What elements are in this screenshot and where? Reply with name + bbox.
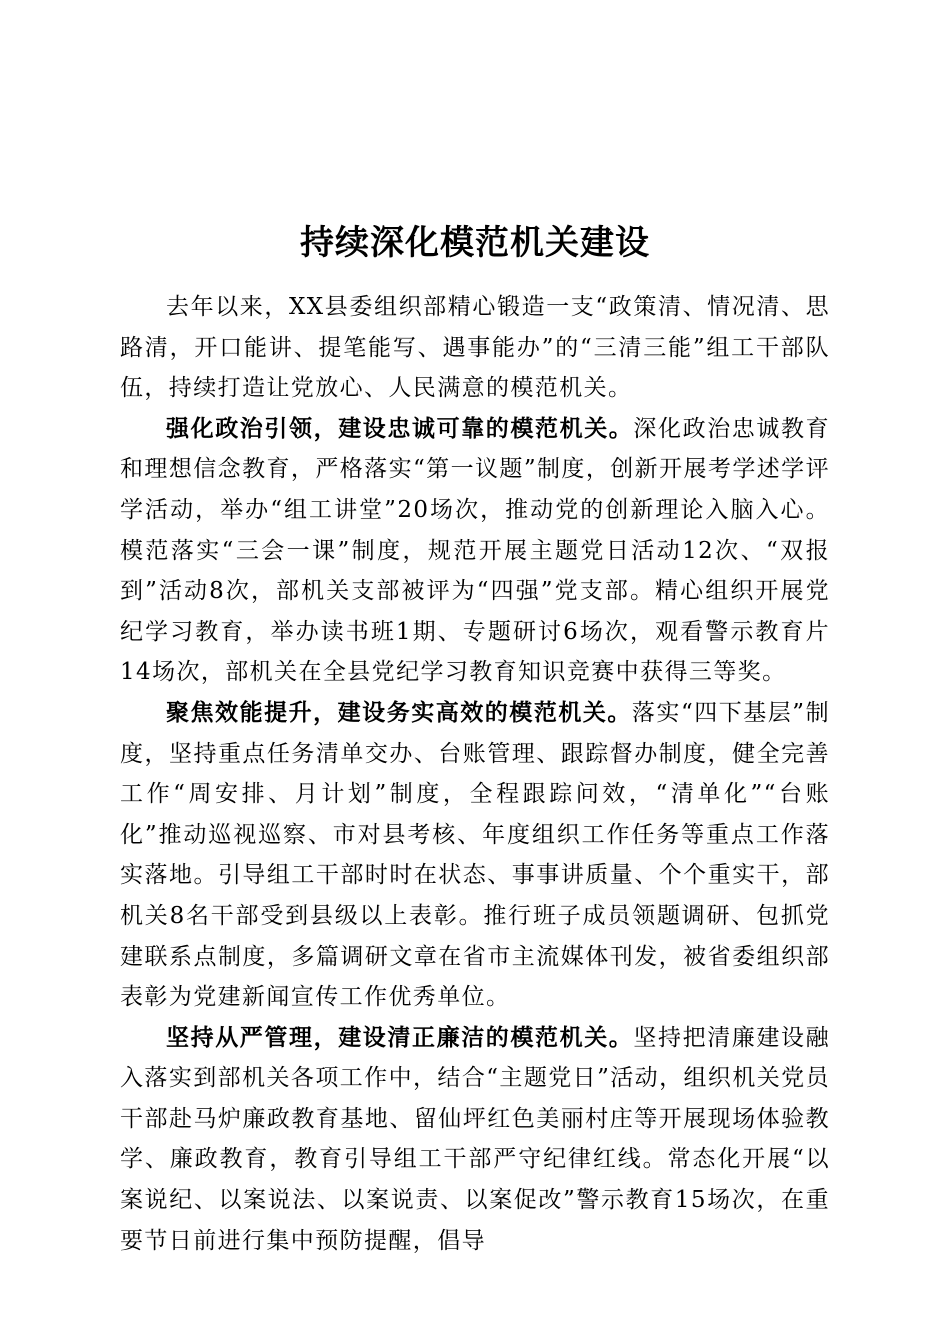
paragraph-heading: 聚焦效能提升，建设务实高效的模范机关。 bbox=[166, 699, 632, 726]
document-body bbox=[120, 287, 830, 1261]
paragraph-intro bbox=[120, 287, 830, 409]
paragraph-text: 深化政治忠诚教育和理想信念教育，严格落实“第一议题”制度，创新开展考学述学评学活动，举办“组工讲堂”20场次，推动党的创新理论入脑入心。模范落实“三会一课”制度，规范开展主题党日活动12次、“双报到”活动8次，部机关支部被评为“四强”党支部。精心组织开展党纪学习教育，举办读书班1期、专题研讨6场次，观看警示教育片14场次，部机关在全县党纪学习教育知识竞赛中获得三等奖。 bbox=[120, 415, 830, 686]
paragraph-efficiency bbox=[120, 693, 830, 1018]
paragraph-heading: 强化政治引领，建设忠诚可靠的模范机关。 bbox=[166, 415, 634, 442]
paragraph-heading: 坚持从严管理，建设清正廉洁的模范机关。 bbox=[166, 1024, 634, 1051]
paragraph-text: 落实“四下基层”制度，坚持重点任务清单交办、台账管理、跟踪督办制度，健全完善工作“周安排、月计划”制度，全程跟踪问效，“清单化”“台账化”推动巡视巡察、市对县考核、年度组织工作任务等重点工作落实落地。引导组工干部时时在状态、事事讲质量、个个重实干，部机关8名干部受到县级以上表彰。推行班子成员领题调研、包抓党建联系点制度，多篇调研文章在省市主流媒体刊发，被省委组织部表彰为党建新闻宣传工作优秀单位。 bbox=[120, 699, 830, 1011]
document-title: 持续深化模范机关建设 bbox=[300, 222, 650, 263]
paragraph-political-leadership bbox=[120, 409, 830, 693]
paragraph-text: 坚持把清廉建设融入落实到部机关各项工作中，结合“主题党日”活动，组织机关党员干部赴马炉廉政教育基地、留仙坪红色美丽村庄等开展现场体验教学、廉政教育，教育引导组工干部严守纪律红线。常态化开展“以案说纪、以案说法、以案说责、以案促改”警示教育15场次，在重要节日前进行集中预防提醒，倡导 bbox=[120, 1024, 830, 1254]
paragraph-text: 去年以来，XX县委组织部精心锻造一支“政策清、情况清、思路清，开口能讲、提笔能写、遇事能办”的“三清三能”组工干部队伍，持续打造让党放心、人民满意的模范机关。 bbox=[120, 294, 830, 402]
paragraph-strict-management bbox=[120, 1018, 830, 1262]
